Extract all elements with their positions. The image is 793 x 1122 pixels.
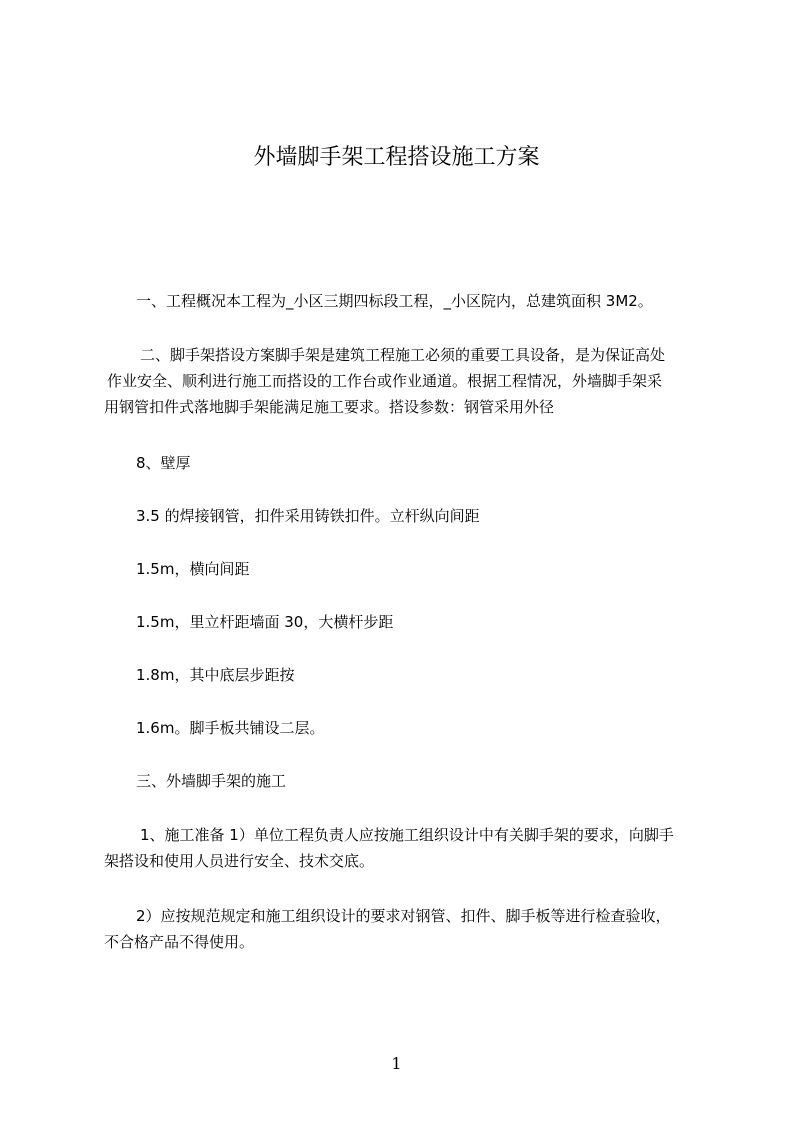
paragraph-line: 1.5m，里立杆距墙面 30，大横杆步距 bbox=[136, 613, 394, 631]
paragraph-pipe-spec bbox=[136, 503, 736, 529]
paragraph-line: 二、脚手架搭设方案脚手架是建筑工程施工必须的重要工具设备，是为保证高处 bbox=[140, 346, 666, 364]
paragraph-line: 1.5m，横向间距 bbox=[136, 560, 250, 578]
paragraph-wall-distance bbox=[136, 609, 736, 635]
document-title: 外墙脚手架工程搭设施工方案 bbox=[253, 145, 540, 170]
paragraph-line: 1.8m，其中底层步距按 bbox=[136, 666, 295, 684]
page-number: 1 bbox=[391, 1054, 402, 1073]
paragraph-wall-thickness bbox=[136, 450, 736, 476]
paragraph-line: 1、施工准备 1）单位工程负责人应按施工组织设计中有关脚手架的要求，向脚手 bbox=[140, 826, 674, 844]
paragraph-line: 一、工程概况本工程为_小区三期四标段工程，_小区院内，总建筑面积 3M2。 bbox=[136, 292, 653, 310]
paragraph-line: 架搭设和使用人员进行安全、技术交底。 bbox=[104, 852, 375, 870]
paragraph-step-distance bbox=[136, 662, 736, 688]
paragraph-line: 三、外墙脚手架的施工 bbox=[136, 772, 287, 790]
paragraph-line: 不合格产品不得使用。 bbox=[104, 933, 255, 951]
paragraph-scaffold-plan bbox=[104, 342, 704, 420]
paragraph-line: 8、壁厚 bbox=[136, 454, 191, 472]
paragraph-line: 3.5 的焊接钢管，扣件采用铸铁扣件。立杆纵向间距 bbox=[136, 507, 480, 525]
paragraph-line: 作业安全、顺利进行施工而搭设的工作台或作业通道。根据工程情况，外墙脚手架采 bbox=[107, 372, 663, 390]
paragraph-line: 2）应按规范规定和施工组织设计的要求对钢管、扣件、脚手板等进行检查验收， bbox=[136, 907, 671, 925]
paragraph-preparation bbox=[104, 822, 704, 874]
section-heading-construction bbox=[136, 768, 736, 794]
paragraph-project-overview bbox=[136, 288, 736, 314]
paragraph-line: 用钢管扣件式落地脚手架能满足施工要求。搭设参数：钢管采用外径 bbox=[104, 398, 555, 416]
paragraph-line: 1.6m。脚手板共铺设二层。 bbox=[136, 719, 325, 737]
paragraph-inspection bbox=[104, 903, 704, 955]
paragraph-scaffold-boards bbox=[136, 715, 736, 741]
paragraph-transverse-spacing bbox=[136, 556, 736, 582]
